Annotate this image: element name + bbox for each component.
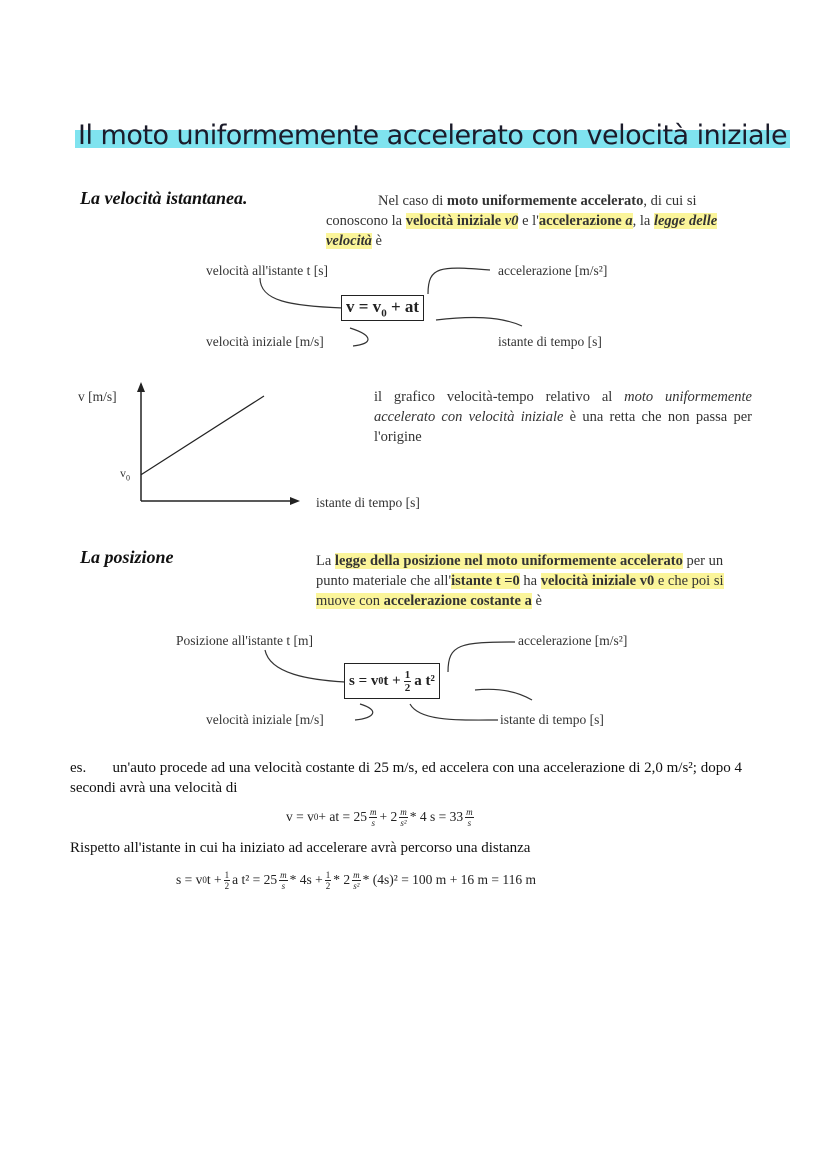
example-text: un'auto procede ad una velocità costante di 25 m/s, ed accelera con una accelerazione di 2,0 m/s²; dopo 4 secondi avrà una velocità di <box>70 760 742 796</box>
intro-highlight: v0 <box>504 213 519 229</box>
example-equation-velocity <box>286 800 476 834</box>
eq-part: * 2 <box>333 872 351 887</box>
graph-y-label: v [m/s] <box>78 389 117 404</box>
eq-numerator: m <box>369 806 377 817</box>
intro-text: Nel caso di <box>378 193 447 209</box>
graph-x-label: istante di tempo [s] <box>316 495 420 510</box>
fraction-numerator: 1 <box>404 668 411 681</box>
eq-part: * 4 s = 33 <box>409 809 464 824</box>
label-velocity-at-t: velocità all'istante t [s] <box>206 263 329 278</box>
desc-italic: moto uniformemente accelerato con velocità iniziale <box>374 389 752 425</box>
intro-highlight: legge delle velocità <box>326 213 718 249</box>
formula-subscript: 0 <box>378 675 384 687</box>
eq-subscript: 0 <box>202 875 207 885</box>
v0-subscript: 0 <box>126 473 130 483</box>
eq-denominator: 2 <box>325 880 331 891</box>
intro-highlight: accelerazione <box>538 213 626 229</box>
eq-fraction <box>279 870 288 891</box>
label-time-instant: istante di tempo [s] <box>498 334 602 349</box>
intro-highlight: accelerazione costante a <box>383 593 532 609</box>
intro-text: è <box>371 233 382 249</box>
intro-highlight: istante t =0 <box>451 573 520 589</box>
intro-text: è <box>531 593 542 609</box>
eq-fraction <box>325 870 332 891</box>
eq-numerator: m <box>400 806 407 817</box>
intro-text: e l' <box>518 213 539 229</box>
eq-fraction <box>399 807 408 828</box>
eq-numerator: m <box>353 869 360 880</box>
desc-text: il grafico velocità-tempo relativo al <box>374 389 625 405</box>
label-initial-velocity: velocità iniziale [m/s] <box>206 334 324 349</box>
intro-highlight: legge della posizione nel moto uniformemente accelerato <box>334 553 683 569</box>
velocity-heading: La velocità istantanea. <box>80 188 248 208</box>
eq-part: a t² = 25 <box>232 872 278 887</box>
eq-part: * 4s + <box>289 872 323 887</box>
formula-part: s = v <box>349 672 379 689</box>
eq-fraction <box>465 807 474 828</box>
formula-part: + at <box>386 297 420 316</box>
label-initial-velocity-2: velocità iniziale [m/s] <box>206 712 324 727</box>
title-text: Il moto uniformemente accelerato con velocità iniziale <box>78 120 788 151</box>
page-title <box>78 120 787 151</box>
example-sentence: Rispetto all'istante in cui ha iniziato ad accelerare avrà percorso una distanza <box>70 840 531 856</box>
eq-part: + 2 <box>379 809 398 824</box>
eq-part: * (4s)² = 100 m + 16 m = 116 m <box>362 872 537 887</box>
position-heading: La posizione <box>80 547 174 567</box>
label-time-instant-2: istante di tempo [s] <box>500 712 604 727</box>
eq-fraction <box>224 870 231 891</box>
formula-part: v = v <box>346 297 382 316</box>
eq-numerator: m <box>280 869 287 880</box>
formula-fraction <box>404 669 412 694</box>
x-axis-arrow <box>290 497 300 505</box>
example-label: es. <box>70 760 87 776</box>
example-equation-distance <box>176 862 536 898</box>
eq-part: s = v <box>176 872 203 887</box>
eq-denominator: 2 <box>224 880 230 891</box>
intro-bold: moto uniformemente accelerato <box>446 193 644 209</box>
v0-label: $v_0$ <box>120 466 130 483</box>
position-formula-box <box>344 663 440 699</box>
desc-text: è una retta che non passa per l'origine <box>374 409 752 445</box>
intro-highlight: e che poi si muove con <box>316 573 724 609</box>
eq-denominator: s² <box>400 817 407 828</box>
velocity-intro <box>326 191 754 251</box>
intro-highlight: velocità iniziale v0 <box>540 573 655 589</box>
eq-numerator: m <box>466 806 473 817</box>
intro-text: , di cui si conoscono la <box>326 193 697 229</box>
eq-denominator: s <box>467 817 472 828</box>
eq-fraction <box>352 870 361 891</box>
eq-fraction <box>369 807 378 828</box>
intro-text: , la <box>632 213 654 229</box>
eq-denominator: s <box>281 880 286 891</box>
intro-text: ha <box>519 573 541 589</box>
graph-description <box>374 387 752 447</box>
velocity-time-chart <box>130 380 305 510</box>
label-position-at-t: Posizione all'istante t [m] <box>176 633 314 648</box>
intro-highlight: velocità iniziale <box>405 213 505 229</box>
intro-text: La <box>316 553 335 569</box>
velocity-formula-box <box>341 295 424 321</box>
y-axis-arrow <box>137 382 145 392</box>
eq-part: v = v <box>286 809 314 824</box>
eq-part: t + <box>206 872 222 887</box>
example-paragraph <box>70 758 760 798</box>
position-intro <box>316 551 756 611</box>
label-acceleration: accelerazione [m/s²] <box>498 263 608 278</box>
velocity-line <box>141 396 264 475</box>
eq-part: + at = 25 <box>318 809 367 824</box>
fraction-denominator: 2 <box>404 681 411 694</box>
formula-subscript: 0 <box>381 307 387 320</box>
eq-denominator: s² <box>353 880 360 891</box>
eq-denominator: s <box>371 817 375 828</box>
eq-numerator: 1 <box>325 869 331 880</box>
intro-highlight: a <box>625 213 633 229</box>
formula-part: t + <box>383 672 401 689</box>
eq-numerator: 1 <box>224 869 230 880</box>
eq-subscript: 0 <box>313 812 319 822</box>
label-acceleration-2: accelerazione [m/s²] <box>518 633 628 648</box>
formula-part: a t² <box>414 672 435 689</box>
intro-text: per un punto materiale che all' <box>316 553 724 589</box>
